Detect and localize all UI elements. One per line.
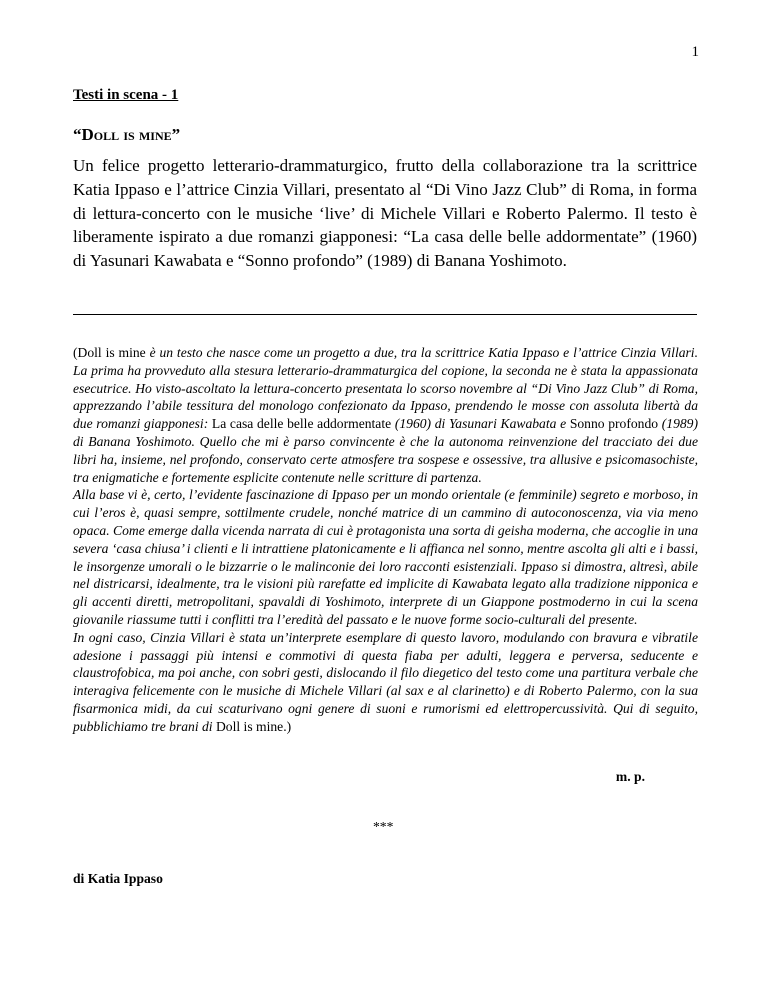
author-line: di Katia Ippaso <box>73 871 163 886</box>
separator-asterisks: *** <box>373 819 394 834</box>
review-p2-text: Alla base vi è, certo, l’evidente fascinazione di Ippaso per un mondo orientale (e femminile) segreto e morboso, in cui l’eros è, quasi sempre, sottilmente crudele, nonché matrice di un cammino di autoconoscenza, via via meno opaca. Come emerge dalla vicenda narrata di cui è protagonista una sorta di geisha moderna, che accoglie in una severa ‘casa chiusa’ i clienti e li intrattiene platonicamente e li affianca nel sonno, mentre ascolta gli alti e i bassi, le insorgenze umorali o le bizzarrie o le malinconie dei loro racconti esistenziali. Ippaso si dimostra, altresì, abile nel districarsi, idealmente, tra le visioni più rarefatte ed implicite di Kawabata legato alla tradizione nipponica e gli accenti diretti, metropolitani, spavaldi di Yoshimoto, interprete di un Giappone postmoderno in cui la scena giovanile riassume tutti i conflitti tra l’eredità del passato e le nuove forme socio-culturali del presente. <box>73 487 698 627</box>
title-first-letter: D <box>81 125 94 144</box>
review-text <box>73 344 698 736</box>
title-open-quote: “ <box>73 125 82 144</box>
intro-paragraph: Un felice progetto letterario-drammaturgico, frutto della collaborazione tra la scrittrice Katia Ippaso e l’attrice Cinzia Villari, presentato al “Di Vino Jazz Club” di Roma, in forma di lettura-concerto con le musiche ‘live’ di Michele Villari e Roberto Palermo. Il testo è liberamente ispirato a due romanzi giapponesi: “La casa delle belle addormentate” (1960) di Yasunari Kawabata e “Sonno profondo” (1989) di Banana Yoshimoto. <box>73 156 697 271</box>
review-p1-run-1: è un testo che nasce come un progetto a due, tra la scrittrice Katia Ippaso e l’attrice Cinzia Villari. La prima ha provveduto alla stesura letterario-drammaturgica del copione, la seconda ne è stata la appassionata esecutrice. Ho visto-ascoltato la lettura-concerto presentata lo scorso novembre al “Di Vino Jazz Club” di Roma, apprezzando l’abile tessitura del monologo confezionato da Ippaso, prendendo le mosse con assoluta libertà da due romanzi giapponesi: <box>73 345 698 432</box>
title-close-quote: ” <box>171 125 181 144</box>
review-p3-run-0: In ogni caso, Cinzia Villari è stata un’interprete esemplare di questo lavoro, modulando con bravura e vibratile adesione i passaggi più intensi e commotivi di questa fiaba per adulti, leggera e perversa, seducente e claustrofobica, ma poi anche, con sobri gesti, dislocando il filo diegetico del testo come una partitura verbale che interagiva felicemente con le musiche di Michele Villari (al sax e al clarinetto) e di Roberto Palermo, con la sua fisarmonica midi, da cui scaturivano ogni genere di suoni e rumorismi ed elettropercussività. Qui di seguito, pubblichiamo tre brani di <box>73 629 698 734</box>
section-heading: Testi in scena - 1 <box>73 87 179 103</box>
review-p1-run-5: (1989) di Banana Yoshimoto. Quello che mi è parso convincente è che la autonoma reinvenzione del tracciato dei due libri ha, insieme, nel profondo, conservato certe atmosfere tra sospese e ossessive, tra allusive e psicomasochiste, tra enigmatiche e fortemente esplicite contenute nelle scritture di partenza. <box>73 416 698 485</box>
review-p1-run-2: La casa delle belle addormentate <box>211 416 395 432</box>
review-p1-run-0: (Doll is mine <box>73 345 150 360</box>
review-p3-run-1: Doll is mine.) <box>215 718 292 734</box>
review-p1-run-3: (1960) di Yasunari Kawabata e <box>394 416 570 432</box>
document-title <box>73 125 180 145</box>
review-paragraph-3 <box>73 629 698 736</box>
horizontal-rule <box>73 314 697 315</box>
title-small-caps: oll is mine <box>93 125 172 144</box>
page-number: 1 <box>691 44 699 60</box>
review-paragraph-2 <box>73 486 698 628</box>
review-paragraph-1 <box>73 344 698 486</box>
signature: m. p. <box>615 769 645 784</box>
review-p1-run-4: Sonno profondo <box>569 416 662 432</box>
